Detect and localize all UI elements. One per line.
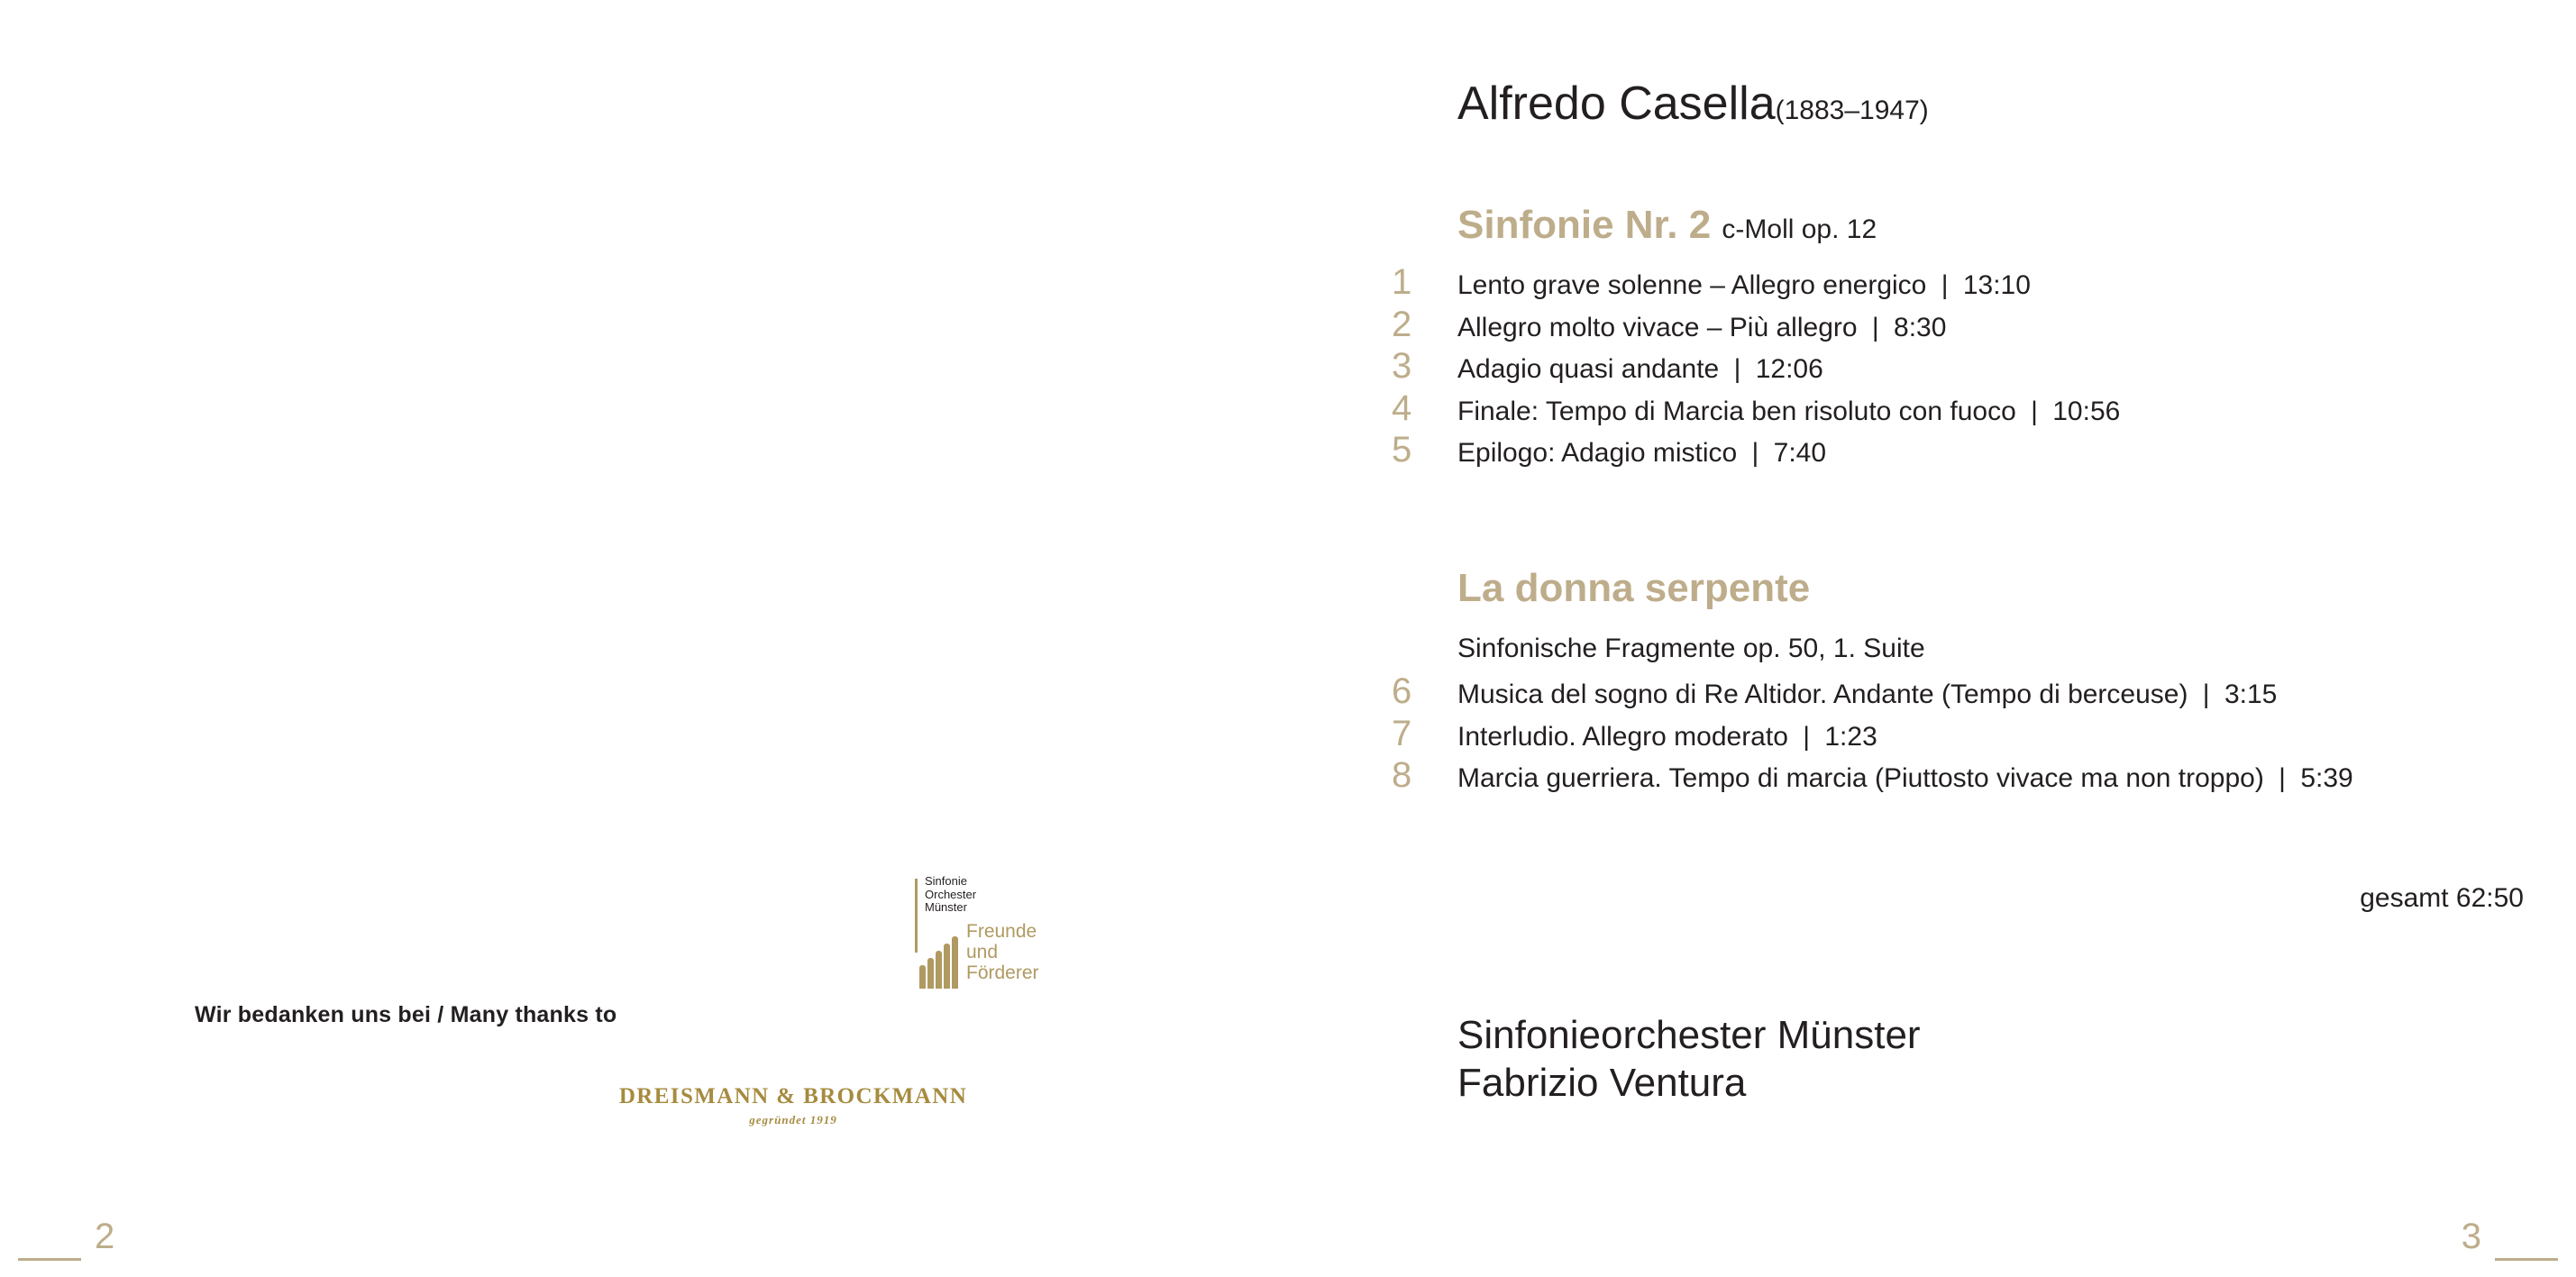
sponsor-since: gegründet 1919 xyxy=(749,1113,837,1126)
track-row xyxy=(1392,262,2120,305)
sponsor-logo-dreismann-brockmann xyxy=(613,1084,973,1127)
folio-right xyxy=(2306,1214,2576,1277)
sponsor-name: DREISMANN & BROCKMANN xyxy=(618,1084,968,1108)
work-title-1-main: Sinfonie Nr. 2 xyxy=(1457,203,1712,247)
track-row xyxy=(1392,755,2353,798)
logo-vertical-rule xyxy=(915,879,918,953)
tracklist-work-2 xyxy=(1392,671,2353,798)
logo-org-name xyxy=(925,875,976,915)
track-duration: 8:30 xyxy=(1894,312,1947,342)
performers xyxy=(1457,1011,1921,1107)
folio-left xyxy=(0,1214,270,1277)
logo-ff-line2: und xyxy=(966,942,999,962)
logo-org-line3: Münster xyxy=(925,900,967,914)
track-row xyxy=(1392,388,2120,431)
track-row xyxy=(1392,305,2120,347)
track-duration: 1:23 xyxy=(1824,721,1877,752)
logo-org-line2: Orchester xyxy=(925,887,977,901)
right-page xyxy=(1288,0,2576,1277)
track-number: 5 xyxy=(1392,430,1412,470)
composer-dates: (1883–1947) xyxy=(1775,96,1929,125)
logo-ff-line3: Förderer xyxy=(966,962,1039,983)
track-row xyxy=(1392,430,2120,472)
track-row xyxy=(1392,346,2120,388)
work-title-2 xyxy=(1457,566,1810,611)
track-row xyxy=(1392,714,2353,756)
track-number: 1 xyxy=(1392,262,1412,302)
track-duration: 12:06 xyxy=(1755,354,1823,384)
track-title: Interludio. Allegro moderato | 1:23 xyxy=(1457,721,1877,752)
track-number: 3 xyxy=(1392,346,1412,386)
tracklist-work-1 xyxy=(1392,262,2120,472)
work-description-2: Sinfonische Fragmente op. 50, 1. Suite xyxy=(1457,634,1925,663)
track-duration: 7:40 xyxy=(1773,438,1827,468)
track-number: 8 xyxy=(1392,755,1412,795)
track-title: Finale: Tempo di Marcia ben risoluto con fuoco | 10:56 xyxy=(1457,396,2121,426)
track-title: Musica del sogno di Re Altidor. Andante (Tempo di berceuse) | 3:15 xyxy=(1457,680,2278,709)
total-duration: gesamt 62:50 xyxy=(2360,883,2524,913)
folio-number: 2 xyxy=(95,1217,115,1256)
composer-name-text: Alfredo Casella xyxy=(1457,78,1776,130)
orchestra-name: Sinfonieorchester Münster xyxy=(1457,1013,1921,1057)
track-row xyxy=(1392,671,2353,714)
track-title: Allegro molto vivace – Più allegro | 8:30 xyxy=(1457,312,1947,342)
logo-foerderer-name xyxy=(966,921,1039,983)
work-title-1 xyxy=(1457,203,1877,248)
track-number: 4 xyxy=(1392,388,1412,428)
logo-org-line1: Sinfonie xyxy=(925,874,967,888)
track-title: Lento grave solenne – Allegro energico | 13:10 xyxy=(1457,270,2031,300)
track-number: 7 xyxy=(1392,713,1412,753)
track-duration: 10:56 xyxy=(2052,396,2121,426)
track-duration: 3:15 xyxy=(2224,680,2278,709)
conductor-name: Fabrizio Ventura xyxy=(1457,1061,1747,1105)
organ-pipes-icon xyxy=(919,935,963,989)
track-number: 6 xyxy=(1392,671,1412,711)
track-title: Adagio quasi andante | 12:06 xyxy=(1457,354,1823,384)
track-title: Epilogo: Adagio mistico | 7:40 xyxy=(1457,438,1827,468)
track-duration: 5:39 xyxy=(2300,763,2353,793)
track-title: Marcia guerriera. Tempo di marcia (Piuttosto vivace ma non troppo) | 5:39 xyxy=(1457,763,2353,793)
track-number: 2 xyxy=(1392,304,1412,344)
folio-rule xyxy=(2495,1258,2558,1261)
composer-name xyxy=(1457,77,1929,131)
work-title-2-main: La donna serpente xyxy=(1457,566,1811,610)
work-subtitle-1: c-Moll op. 12 xyxy=(1722,214,1877,244)
folio-rule xyxy=(18,1258,81,1261)
track-duration: 13:10 xyxy=(1962,270,2031,300)
logo-ff-line1: Freunde xyxy=(966,921,1037,942)
thanks-label: Wir bedanken uns bei / Many thanks to xyxy=(195,1002,617,1027)
folio-number: 3 xyxy=(2461,1217,2481,1256)
foerderer-logo xyxy=(915,870,1113,1000)
